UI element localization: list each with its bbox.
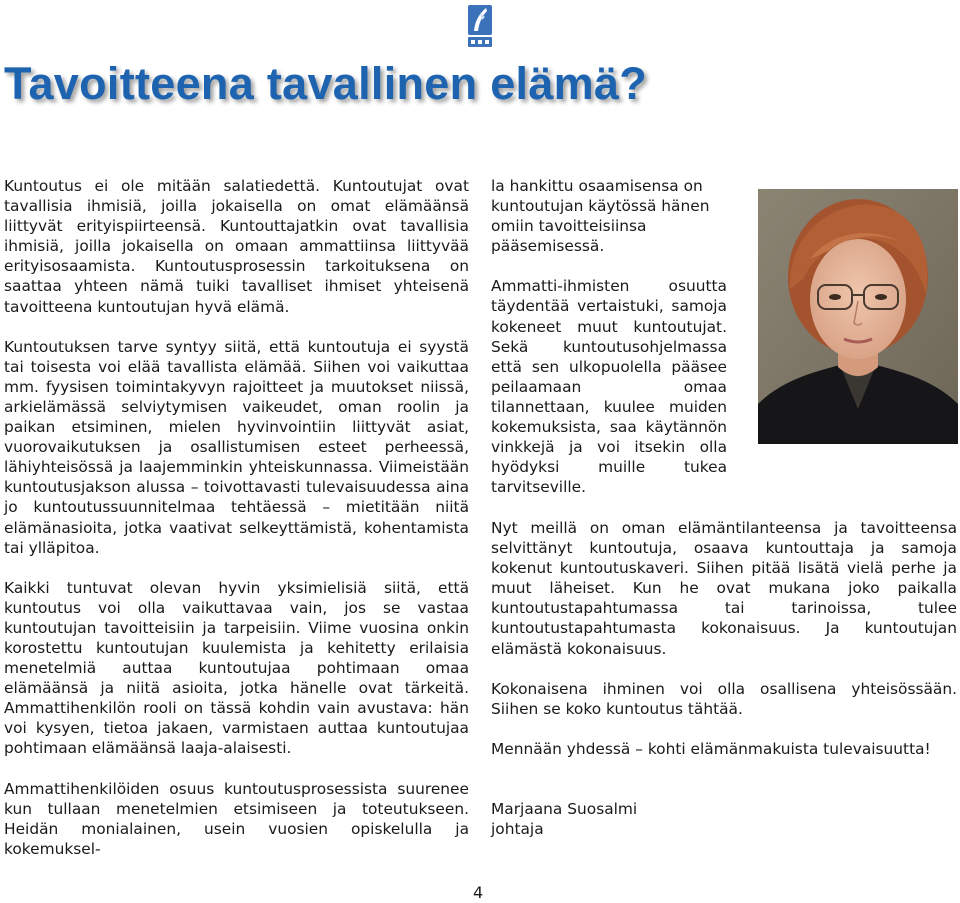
signature xyxy=(491,799,791,839)
left-column xyxy=(4,176,469,859)
paragraph: Kuntoutus ei ole mitään salatiedettä. Kuntoutujat ovat tavallisia ihmisiä, joilla jokaisella on omat elämäänsä liittyvät erityispiirteensä. Kuntouttajatkin ovat tavallisia ihmisiä, joilla jokaisella on omaan ammattiinsa liittyvää erityisosaamista. Kuntoutusprosessin tarkoituksena on saattaa yhteen nämä tuiki tavalliset ihmiset yhteisenä tavoitteena kuntoutujan hyvä elämä. xyxy=(4,177,469,316)
paragraph: Nyt meillä on oman elämäntilanteensa ja tavoitteensa selvittänyt kuntoutuja, osaava kuntouttaja ja samoja kokenut kuntoutuskaveri. Siihen pitää lisätä vielä perhe ja muut läheiset. Kun he ovat mukana joko paikalla kuntoutustapahtumassa tai tarinoissa, tulee kuntoutustapahtumasta kokonaisuus. Ja kuntoutujan elämästä kokonaisuus. xyxy=(491,519,957,658)
right-column xyxy=(491,518,957,759)
paragraph: Ammattihenkilöiden osuus kuntoutusprosessista suurenee kun tullaan menetelmien etsimiseen ja toteutukseen. Heidän monialainen, usein vuosien opiskelulla ja kokemuksel- xyxy=(4,779,469,858)
page-number: 4 xyxy=(473,883,484,902)
paragraph: Mennään yhdessä – kohti elämänmakuista tulevaisuutta! xyxy=(491,739,931,758)
paragraph: Ammatti-ihmisten osuutta täydentää vertaistuki, samoja kokeneet muut kuntoutujat. Sekä kuntoutusohjelmassa että sen ulkopuolella pääsee peilaamaan omaa tilannettaan, kuulee muiden kokemuksista, saa käytännön vinkkejä ja voi itsekin olla hyödyksi muille tukea tarvitseville. xyxy=(491,277,727,497)
paragraph: Kuntoutuksen tarve syntyy siitä, että kuntoutuja ei syystä tai toisesta voi elää tavallista elämää. Siihen voi vaikuttaa mm. fyysisen toimintakyvyn rajoitteet ja muutokset niissä, arkielämässä selviytymisen vaikeudet, oman roolin ja paikan etsiminen, mielen hyvinvointiin liittyvät asiat, vuorovaikutuksen ja osallistumisen esteet perheessä, lähiyhteisössä ja laajemminkin yhteiskunnassa. Viimeistään kuntoutusjakson alussa – toivottavasti tulevaisuudessa aina jo kuntoutussuunnitelmaa tehtäessä – mietitään niitä elämänasioita, jotka vaativat selkeyttämistä, kohentamista tai ylläpitoa. xyxy=(4,337,469,557)
author-portrait-photo xyxy=(758,189,958,444)
logo-icon xyxy=(466,4,494,50)
paragraph: Kokonaisena ihminen voi olla osallisena yhteisössään. Siihen se koko kuntoutus tähtää. xyxy=(491,679,957,718)
signature-name: Marjaana Suosalmi xyxy=(491,800,638,818)
middle-column xyxy=(491,176,727,497)
signature-role: johtaja xyxy=(491,820,544,839)
page-title: Tavoitteena tavallinen elämä? xyxy=(4,58,648,109)
paragraph: Kaikki tuntuvat olevan hyvin yksimielisiä siitä, että kuntoutus voi olla vaikuttavaa vain, jos se vastaa kuntoutujan tavoitteisiin ja tarpeisiin. Viime vuosina onkin korostettu kuntoutujan kuulemista ja kehitetty erilaisia menetelmiä auttaa kuntoutujaa pohtimaan omaa elämäänsä ja niitä asioita, jotka hänelle ovat tärkeitä. Ammattihenkilön rooli on tässä kohdin vain avustava: hän voi kysyen, tietoa jakaen, varmistaen auttaa kuntoutujaa pohtimaan elämäänsä laaja-alaisesti. xyxy=(4,578,469,758)
paragraph: la hankittu osaamisensa on kuntoutujan käytössä hänen omiin tavoitteisiinsa pääsemisessä. xyxy=(491,177,710,256)
